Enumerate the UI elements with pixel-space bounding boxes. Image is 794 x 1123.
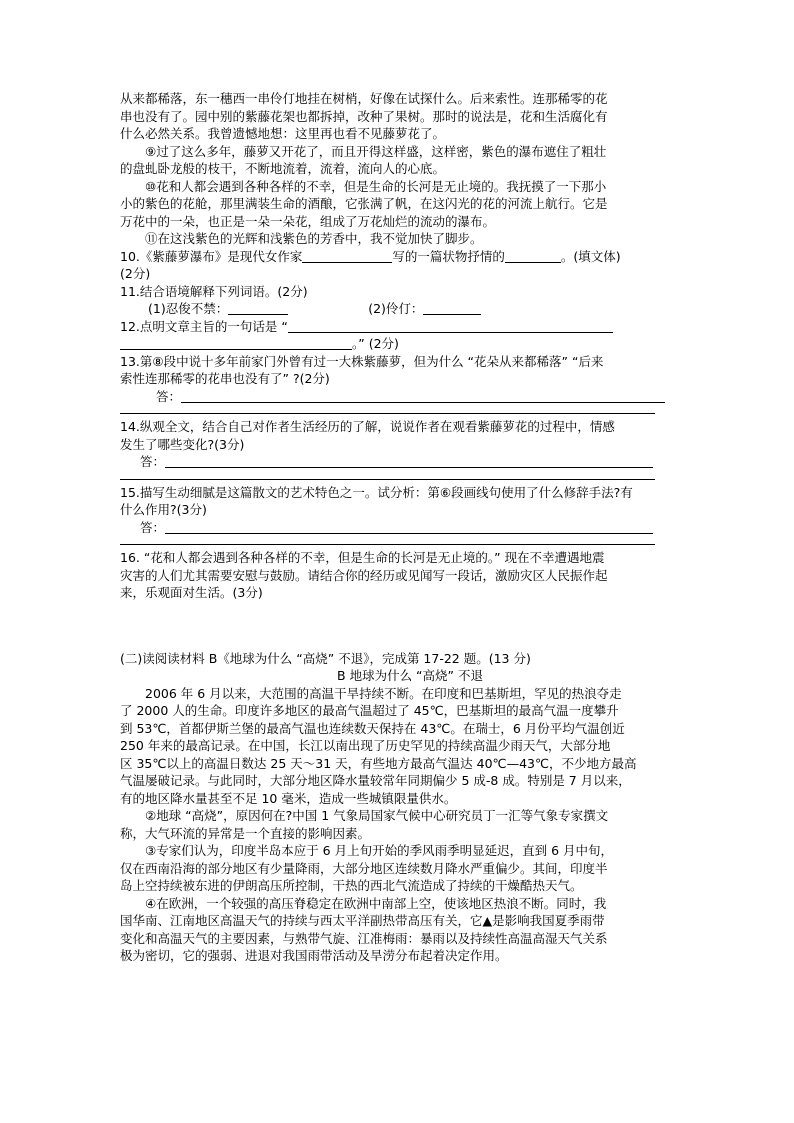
question-12-text-a: 12.点明文章主旨的一句话是 “ — [120, 318, 288, 334]
question-14-line: 14.纵观全文，结合自己对作者生活经历的了解，说说作者在观看紫藤萝花的过程中，情感 — [120, 419, 615, 434]
question-16-line: 灾害的人们尤其需要安慰与鼓励。请结合你的经历或见闻写一段话，激励灾区人民振作起 — [120, 567, 608, 583]
question-12-line-2 — [120, 335, 700, 353]
section-b-paragraph-1-line: 区 35℃以上的高温日数达 25 天～31 天，有些地方最高气温达 40℃—43℃，不少地方最高 — [120, 755, 637, 771]
section-b-paragraph-1-line: 2006 年 6 月以来，大范围的高温干旱持续不断。在印度和巴基斯坦，罕见的热浪夺走 — [145, 685, 622, 701]
section-b-paragraph-3-line: 仅在西南沿海的部分地区有少量降雨，大部分地区连续数月降水严重偏少。其间，印度半 — [120, 860, 608, 876]
section-b-intro: (二)读阅读材料 B《地球为什么 “高烧” 不退》，完成第 17-22 题。(13 分) — [120, 650, 531, 666]
section-b-paragraph-3-line: 岛上空持续被东进的伊朗高压所控制，干热的西北气流造成了持续的干燥酷热天气。 — [120, 878, 583, 893]
answer-label: 答： — [156, 388, 182, 404]
question-10 — [120, 248, 700, 266]
answer-blank[interactable] — [288, 320, 613, 333]
passage-paragraph-8-line: 串也没有了。园中别的紫藤花架也都拆掉，改种了果树。那时的说法是，花和生活腐化有 — [120, 108, 608, 124]
passage-paragraph-9-line: ⑨过了这么多年，藤萝又开花了，而且开得这样盛，这样密，紫色的瀑布遮住了粗壮 — [145, 143, 607, 159]
section-b-paragraph-1-line: 有的地区降水量甚至不足 10 毫米，造成一些城镇限量供水。 — [120, 790, 457, 806]
section-b-paragraph-1-line: 气温屡破记录。与此同时，大部分地区降水量较常年同期偏少 5 成-8 成。特别是 7 月以来， — [120, 773, 631, 788]
passage-paragraph-10-line: 万花中的一朵，也正是一朵一朵花，组成了万花灿烂的流动的瀑布。 — [120, 213, 496, 229]
question-11-item-1: (1)忍俊不禁： — [148, 301, 229, 316]
question-11-item-2: (2)伶仃： — [368, 301, 424, 316]
answer-line[interactable] — [120, 413, 655, 414]
passage-paragraph-10-line: 小的紫色的花舱，那里满装生命的酒酿，它张满了帆，在这闪光的花的河流上航行。它是 — [120, 196, 608, 211]
answer-blank[interactable] — [181, 390, 665, 403]
answer-line[interactable] — [120, 544, 655, 545]
question-11-items — [120, 300, 700, 318]
answer-blank[interactable] — [120, 337, 352, 350]
question-11: 11.结合语境解释下列词语。(2分) — [120, 283, 308, 299]
section-b-paragraph-1-line: 到 53℃，首都伊斯兰堡的最高气温也连续数天保持在 43℃。在瑞士，6 月份平均气温创近 — [120, 720, 625, 736]
question-16-line: 16. “花和人都会遇到各种各样的不幸，但是生命的长河是无止境的。” 现在不幸遭遇地震 — [120, 550, 605, 565]
passage-paragraph-11: ⑪在这浅紫色的光辉和浅紫色的芳香中，我不觉加快了脚步。 — [145, 231, 483, 246]
section-b-paragraph-1-line: 了 2000 人的生命。印度许多地区的最高气温超过了 45℃，巴基斯坦的最高气温一度攀升 — [120, 703, 619, 718]
answer-label: 答： — [140, 454, 166, 469]
question-12 — [120, 318, 700, 336]
answer-blank[interactable] — [165, 521, 653, 534]
answer-blank[interactable] — [228, 302, 288, 315]
answer-label: 答： — [140, 519, 166, 535]
section-b-paragraph-4-line: ④在欧洲，一个较强的高压脊稳定在欧洲中南部上空，使该地区热浪不断。同时，我 — [145, 895, 607, 911]
section-b-title: B 地球为什么 “高烧” 不退 — [337, 668, 483, 683]
question-12-text-b: 。” (2分) — [352, 336, 399, 351]
passage-paragraph-8-line: 从来都稀落，东一穗西一串伶仃地挂在树梢，好像在试探什么。后来索性。连那稀零的花 — [120, 91, 608, 106]
section-b-paragraph-4-line: 变化和高温天气的主要因素，与熟带气旋、江准梅雨：暴雨以及持续性高温高湿天气关系 — [120, 930, 608, 946]
question-14-line: 发生了哪些变化?(3分) — [120, 436, 245, 452]
question-15-line: 什么作用?(3分) — [120, 502, 207, 517]
passage-paragraph-8-line: 什么必然关系。我曾遗憾地想：这里再也看不见藤萝花了。 — [120, 126, 446, 141]
answer-blank[interactable] — [165, 455, 653, 468]
passage-paragraph-9-line: 的盘虬卧龙般的枝干，不断地流着，流着，流向人的心底。 — [120, 161, 446, 176]
question-10-score: (2分) — [120, 266, 151, 281]
question-10-text-a: 10.《紫藤萝瀑布》是现代女作家 — [120, 248, 303, 264]
question-10-text-c: 。(填文体) — [560, 248, 621, 264]
section-b-paragraph-4-line: 极为密切，它的强弱、进退对我国雨带活动及旱涝分布起着决定作用。 — [120, 948, 508, 963]
document-page — [120, 90, 700, 965]
section-b-paragraph-2-line: 称，大气环流的异常是一个直接的影响因素。 — [120, 825, 371, 841]
section-b-paragraph-4-line: 国华南、江南地区高温天气的持续与西太平洋副热带高压有关，它▲是影响我国夏季雨带 — [120, 913, 605, 928]
answer-blank[interactable] — [505, 250, 561, 263]
question-13-line: 索性连那稀零的花串也没有了” ?(2分) — [120, 371, 330, 386]
question-13-answer — [120, 388, 700, 406]
answer-line[interactable] — [120, 479, 655, 480]
question-15-answer — [120, 519, 700, 537]
passage-paragraph-10-line: ⑩花和人都会遇到各种各样的不幸，但是生命的长河是无止境的。我抚摸了一下那小 — [145, 178, 607, 194]
section-b-paragraph-2-line: ②地球 “高烧”，原因何在?中国 1 气象局国家气候中心研究员丁一汇等气象专家撰文 — [145, 808, 609, 823]
question-14-answer — [120, 453, 700, 471]
question-16-line: 来，乐观面对生活。(3分) — [120, 585, 263, 600]
answer-blank[interactable] — [302, 250, 392, 263]
section-b-paragraph-3-line: ③专家们认为，印度半岛本应于 6 月上旬开始的季风雨季明显延迟，直到 6 月中旬， — [145, 843, 614, 858]
question-10-text-b: 写的一篇状物抒情的 — [392, 248, 505, 264]
question-13-line: 13.第⑧段中说十多年前家门外曾有过一大株紫藤萝，但为什么 “花朵从来都稀落” “后来 — [120, 353, 604, 369]
answer-blank[interactable] — [423, 302, 481, 315]
section-b-paragraph-1-line: 250 年来的最高记录。在中国，长江以南出现了历史罕见的持续高温少雨天气，大部分地 — [120, 738, 611, 753]
question-15-line: 15.描写生动细腻是这篇散文的艺术特色之一。试分析：第⑥段画线句使用了什么修辞手法?有 — [120, 484, 633, 500]
